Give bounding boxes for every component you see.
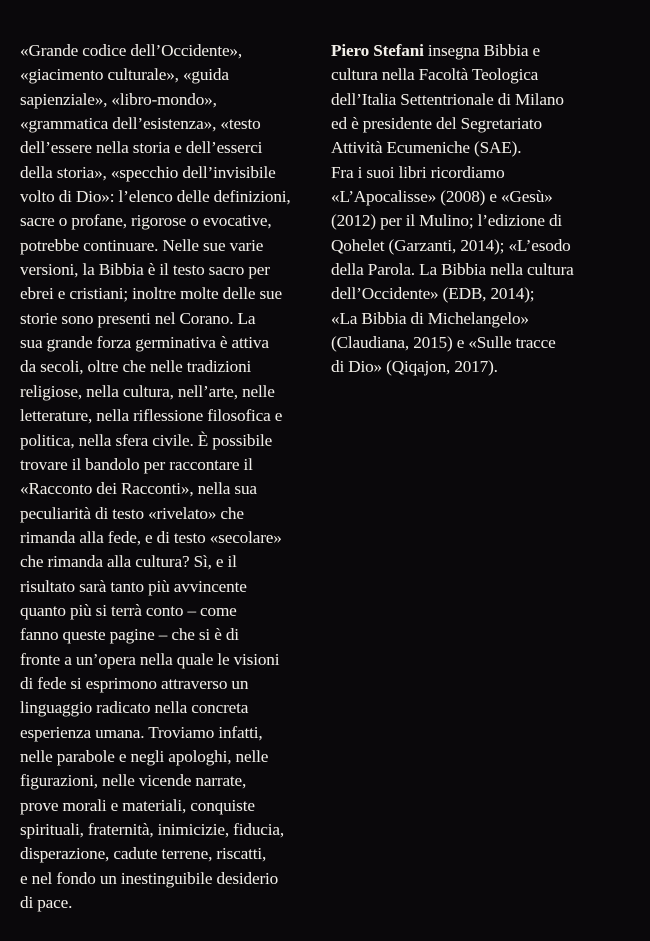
description-line: ebrei e cristiani; inoltre molte delle sue [20, 284, 282, 304]
author-bio-line: «La Bibbia di Michelangelo» [331, 308, 529, 328]
author-bio-line: (Claudiana, 2015) e «Sulle tracce [331, 333, 556, 353]
description-line: risultato sarà tanto più avvincente [20, 576, 247, 596]
author-bio-line: della Parola. La Bibbia nella cultura [331, 260, 574, 280]
author-bio-line: (2012) per il Mulino; l’edizione di [331, 211, 563, 231]
description-line: che rimanda alla cultura? Sì, e il [20, 552, 237, 572]
author-bio-line: Attività Ecumeniche (SAE). [331, 138, 522, 158]
author-bio-line: Qohelet (Garzanti, 2014); «L’esodo [331, 235, 571, 255]
description-line: di pace. [20, 893, 73, 913]
description-line: figurazioni, nelle vicende narrate, [20, 771, 247, 791]
description-line: letterature, nella riflessione filosofica e [20, 406, 283, 426]
description-line: rimanda alla fede, e di testo «secolare» [20, 527, 282, 547]
description-line: dell’essere nella storia e dell’esserci [20, 138, 263, 158]
description-line: storie sono presenti nel Corano. La [20, 308, 256, 328]
author-bio-line: ed è presidente del Segretariato [331, 114, 542, 134]
description-line: sua grande forza germinativa è attiva [20, 333, 269, 353]
author-bio-line: cultura nella Facoltà Teologica [331, 65, 539, 85]
description-line: trovare il bandolo per raccontare il [20, 454, 253, 474]
description-line: fanno queste pagine – che si è di [20, 625, 239, 645]
description-line: spirituali, fraternità, inimicizie, fiducia, [20, 820, 285, 839]
description-line: linguaggio radicato nella concreta [20, 698, 249, 718]
author-bio-first-line-text: insegna Bibbia e [423, 41, 541, 60]
description-line: «grammatica dell’esistenza», «testo [20, 114, 261, 134]
description-line: esperienza umana. Troviamo infatti, [20, 722, 263, 742]
description-line: prove morali e materiali, conquiste [20, 795, 255, 815]
author-bio-line: di Dio» (Qiqajon, 2017). [331, 357, 498, 377]
description-line: da secoli, oltre che nelle tradizioni [20, 357, 252, 377]
description-line: di fede si esprimono attraverso un [20, 673, 249, 693]
description-line: della storia», «specchio dell’invisibile [20, 162, 276, 182]
description-line: fronte a un’opera nella quale le visioni [20, 649, 280, 669]
description-line: politica, nella sfera civile. È possibile [20, 430, 273, 450]
description-line: «Racconto dei Racconti», nella sua [20, 479, 257, 499]
description-line: versioni, la Bibbia è il testo sacro per [20, 260, 270, 280]
description-line: potrebbe continuare. Nelle sue varie [20, 235, 264, 255]
author-bio-first-line [331, 39, 643, 63]
author-bio-line: «L’Apocalisse» (2008) e «Gesù» [331, 187, 553, 207]
description-line: quanto più si terrà conto – come [20, 600, 237, 620]
description-line: religiose, nella cultura, nell’arte, nelle [20, 381, 275, 401]
description-line: «giacimento culturale», «guida [20, 65, 229, 85]
description-line: peculiarità di testo «rivelato» che [20, 503, 244, 523]
book-description [20, 39, 325, 915]
author-bio-line: Fra i suoi libri ricordiamo [331, 162, 505, 182]
description-line: sapienziale», «libro-mondo», [20, 89, 217, 109]
author-bio-line: dell’Italia Settentrionale di Milano [331, 89, 564, 109]
description-line: «Grande codice dell’Occidente», [20, 41, 243, 60]
description-line: e nel fondo un inestinguibile desiderio [20, 868, 279, 888]
author-bio [331, 39, 643, 380]
author-bio-line: dell’Occidente» (EDB, 2014); [331, 284, 535, 304]
description-line: volto di Dio»: l’elenco delle definizioni, [20, 187, 291, 207]
description-line: sacre o profane, rigorose o evocative, [20, 211, 272, 231]
description-line: disperazione, cadute terrene, riscatti, [20, 844, 267, 864]
description-line: nelle parabole e negli apologhi, nelle [20, 746, 269, 766]
author-name: Piero Stefani [331, 41, 424, 60]
